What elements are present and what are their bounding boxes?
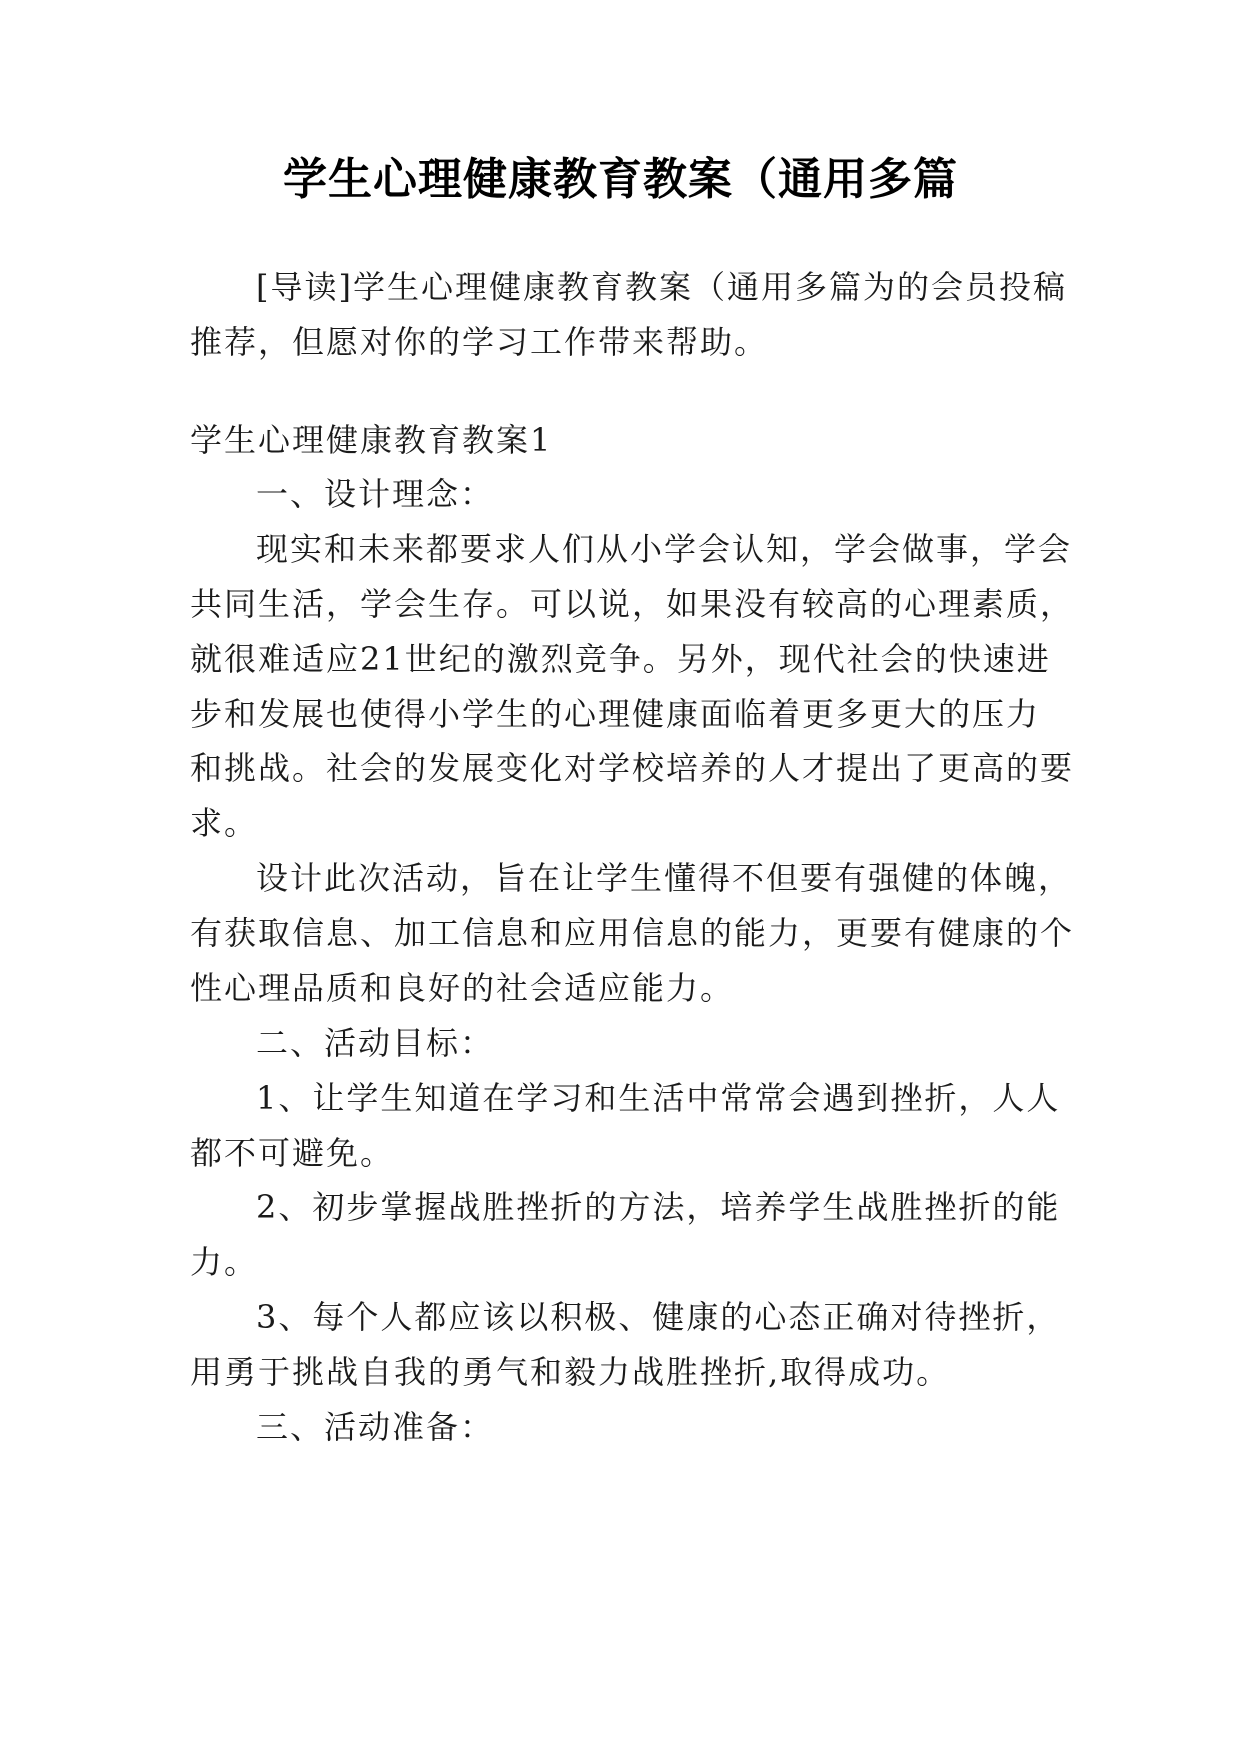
list-item: 2、初步掌握战胜挫折的方法，培养学生战胜挫折的能 — [256, 1188, 1061, 1226]
subheading-design-concept: 一、设计理念： — [256, 475, 495, 513]
list-item-continuation: 力。 — [190, 1243, 259, 1281]
intro-line-1: [导读]学生心理健康教育教案（通用多篇为的会员投稿 — [256, 268, 1067, 306]
paragraph-line: 求。 — [190, 804, 259, 842]
paragraph-line: 和挑战。社会的发展变化对学校培养的人才提出了更高的要 — [190, 749, 1075, 787]
list-item: 3、每个人都应该以积极、健康的心态正确对待挫折， — [256, 1298, 1061, 1336]
list-item: 1、让学生知道在学习和生活中常常会遇到挫折，人人 — [256, 1079, 1061, 1117]
paragraph-line: 共同生活，学会生存。可以说，如果没有较高的心理素质， — [190, 585, 1075, 623]
paragraph-line: 有获取信息、加工信息和应用信息的能力，更要有健康的个 — [190, 914, 1075, 952]
paragraph-line: 设计此次活动，旨在让学生懂得不但要有强健的体魄， — [256, 859, 1073, 897]
paragraph-line: 步和发展也使得小学生的心理健康面临着更多更大的压力 — [190, 695, 1041, 733]
subheading-activity-preparation: 三、活动准备： — [256, 1408, 495, 1446]
paragraph-line: 性心理品质和良好的社会适应能力。 — [190, 969, 735, 1007]
list-item-continuation: 都不可避免。 — [190, 1134, 395, 1172]
subheading-activity-goals: 二、活动目标： — [256, 1024, 495, 1062]
paragraph-line: 就很难适应21世纪的激烈竞争。另外，现代社会的快速进 — [190, 640, 1051, 678]
list-item-continuation: 用勇于挑战自我的勇气和毅力战胜挫折,取得成功。 — [190, 1353, 951, 1391]
document-title: 学生心理健康教育教案（通用多篇 — [283, 154, 958, 205]
intro-line-2: 推荐，但愿对你的学习工作带来帮助。 — [190, 323, 769, 361]
section-heading: 学生心理健康教育教案1 — [190, 421, 553, 459]
paragraph-line: 现实和未来都要求人们从小学会认知，学会做事，学会 — [256, 530, 1073, 568]
